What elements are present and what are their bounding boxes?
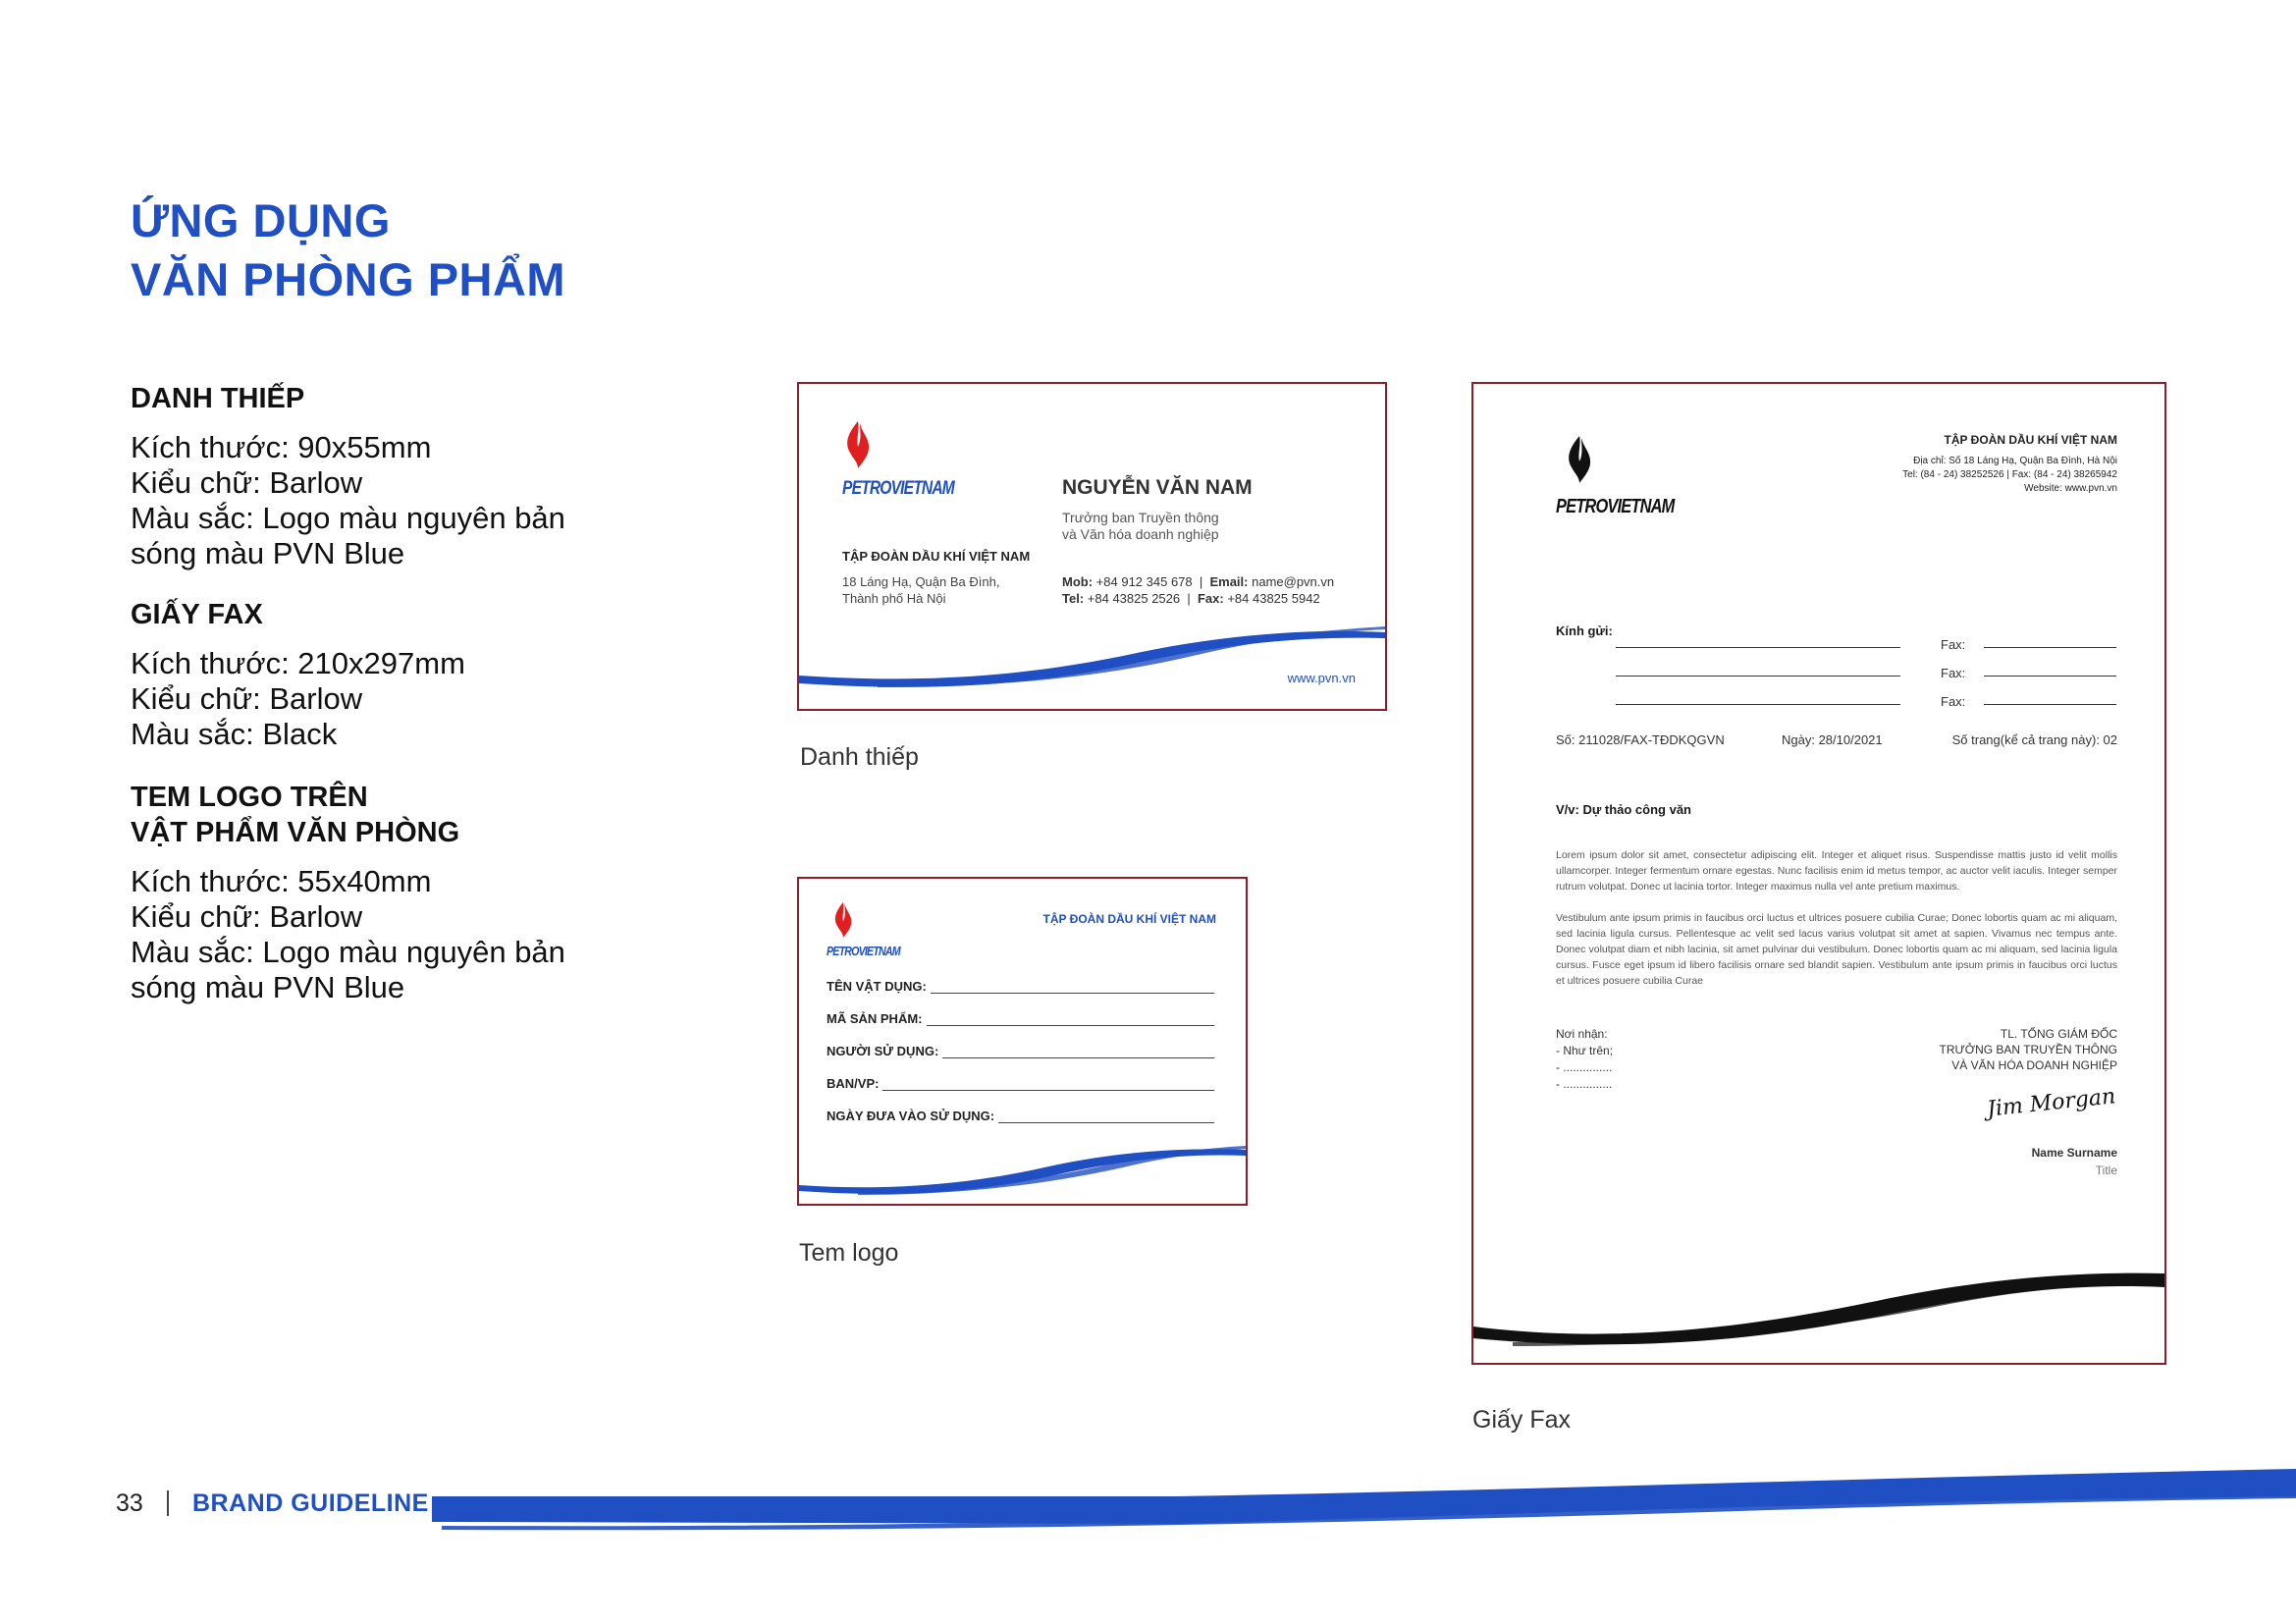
field-start-date[interactable]: NGÀY ĐƯA VÀO SỬ DỤNG: <box>827 1109 1214 1123</box>
to-line-1[interactable] <box>1616 647 1900 648</box>
recipients: Nơi nhận: - Như trên; - ............... - ............... <box>1556 1027 1614 1091</box>
spec-fax: GIẤY FAX Kích thước: 210x297mm Kiểu chữ: Barlow Màu sắc: Black <box>131 599 465 751</box>
logo-wordmark: PETROVIETNAM <box>827 944 900 958</box>
to-line-3[interactable] <box>1616 704 1900 705</box>
person-name: NGUYỄN VĂN NAM <box>1062 476 1253 499</box>
flame-logo-icon <box>1560 431 1599 488</box>
caption-business-card: Danh thiếp <box>800 743 919 771</box>
signature: Jim Morgan <box>1985 1084 2116 1122</box>
fax-subject: V/v: Dự thảo công văn <box>1556 802 1691 817</box>
website-link[interactable]: www.pvn.vn <box>1287 671 1356 685</box>
caption-fax: Giấy Fax <box>1472 1406 1572 1434</box>
footer-brand: BRAND GUIDELINE <box>192 1489 429 1517</box>
company-name: TẬP ĐOÀN DẦU KHÍ VIỆT NAM <box>842 549 1031 564</box>
company-name: TẬP ĐOÀN DẦU KHÍ VIỆT NAM <box>1042 912 1216 926</box>
black-wave <box>1473 1248 2164 1356</box>
person-position: Trưởng ban Truyền thông và Văn hóa doanh nghiệp <box>1062 510 1219 542</box>
flame-logo-icon <box>828 900 858 940</box>
fax-date: Ngày: 28/10/2021 <box>1782 732 1883 747</box>
signatory-block: TL. TỔNG GIÁM ĐỐC TRƯỞNG BAN TRUYỀN THÔNG VÀ VĂN HÓA DOANH NGHIỆP <box>1939 1027 2117 1072</box>
logo-wordmark: PETROVIETNAM <box>842 478 954 499</box>
flame-logo-icon <box>838 419 878 470</box>
spec-heading: GIẤY FAX <box>131 599 263 630</box>
fax-paragraph-1: Lorem ipsum dolor sit amet, consectetur adipiscing elit. Integer et aliquet risus. Suspendisse mattis justo id velit mollis ullamcorper. Integer fermentum ornare egestas. Nunc facilisis enim id metus tempor, ac auctor velit iaculis. Integer semper rutrum volutpat. Donec ut lacinia tortor. Integer maximus nulla vel ante pretium maximus. <box>1556 849 2117 893</box>
contact-info: Mob: +84 912 345 678 | Email: name@pvn.vn Tel: +84 43825 2526 | Fax: +84 43825 5942 <box>1062 574 1335 606</box>
fax-sheet <box>1471 382 2166 1365</box>
field-item-name[interactable]: TÊN VẬT DỤNG: <box>827 979 1214 994</box>
spec-heading: DANH THIẾP <box>131 383 305 414</box>
to-line-2[interactable] <box>1616 676 1900 677</box>
caption-logo-label: Tem logo <box>799 1239 899 1267</box>
fax-paragraph-2: Vestibulum ante ipsum primis in faucibus orci luctus et ultrices posuere cubilia Curae; Donec lobortis quam ac mi aliquam, sed lacinia ligula cursus. Pellentesque ac velit sed lacus varius volutpat sit amet at sapien. Vivamus nec tempus ante. Donec volutpat diam et nibh lacinia, sit amet pulvinar dui vestibulum. Donec lobortis quam ac mi aliquam, sed lacinia ligula cursus. Fusce eget ipsum id libero facilisis ornare sed blandit sapien. Vestibulum ante ipsum primis in faucibus orci luctus et ultrices posuere cubilia Curae <box>1556 912 2117 987</box>
fax-pages: Số trang(kể cả trang này): 02 <box>1951 732 2117 747</box>
logo-wordmark: PETROVIETNAM <box>1556 496 1675 517</box>
spec-label: TEM LOGO TRÊN VẬT PHẨM VĂN PHÒNG Kích thước: 55x40mm Kiểu chữ: Barlow Màu sắc: Logo màu nguyên bản sóng màu PVN Blue <box>131 782 565 1004</box>
spec-heading: VẬT PHẨM VĂN PHÒNG <box>131 817 460 848</box>
field-product-code[interactable]: MÃ SẢN PHẨM: <box>827 1011 1214 1026</box>
to-label: Kính gửi: <box>1556 623 1613 638</box>
footer-divider <box>167 1490 169 1516</box>
fax-header-info: TẬP ĐOÀN DẦU KHÍ VIỆT NAM Địa chỉ: Số 18 Láng Hạ, Quận Ba Đình, Hà Nội Tel: (84 - 24) 38252526 | Fax: (84 - 24) 38265942 Website: www.pvn.vn <box>1902 433 2117 494</box>
fax-label: Fax: <box>1941 666 1966 680</box>
page-number: 33 <box>116 1489 143 1517</box>
blue-wave <box>799 1136 1246 1195</box>
spec-business-card: DANH THIẾP Kích thước: 90x55mm Kiểu chữ: Barlow Màu sắc: Logo màu nguyên bản sóng màu PVN Blue <box>131 383 565 570</box>
fax-label: Fax: <box>1941 694 1966 709</box>
field-department[interactable]: BAN/VP: <box>827 1076 1214 1091</box>
signer-title: Title <box>2095 1164 2117 1177</box>
fax-line-2[interactable] <box>1984 676 2116 677</box>
business-card <box>797 382 1387 711</box>
fax-line-3[interactable] <box>1984 704 2116 705</box>
spec-heading: TEM LOGO TRÊN <box>131 782 368 813</box>
address: 18 Láng Hạ, Quận Ba Đình, Thành phố Hà Nội <box>842 574 1000 606</box>
fax-number: Số: 211028/FAX-TĐDKQGVN <box>1556 732 1725 747</box>
logo-label-card <box>797 877 1248 1206</box>
signer-name: Name Surname <box>2031 1146 2117 1160</box>
page-title: ỨNG DỤNG VĂN PHÒNG PHẨM <box>131 194 566 305</box>
field-user[interactable]: NGƯỜI SỬ DỤNG: <box>827 1044 1214 1058</box>
footer-blue-wave <box>432 1461 2296 1540</box>
fax-label: Fax: <box>1941 637 1966 652</box>
fax-line-1[interactable] <box>1984 647 2116 648</box>
